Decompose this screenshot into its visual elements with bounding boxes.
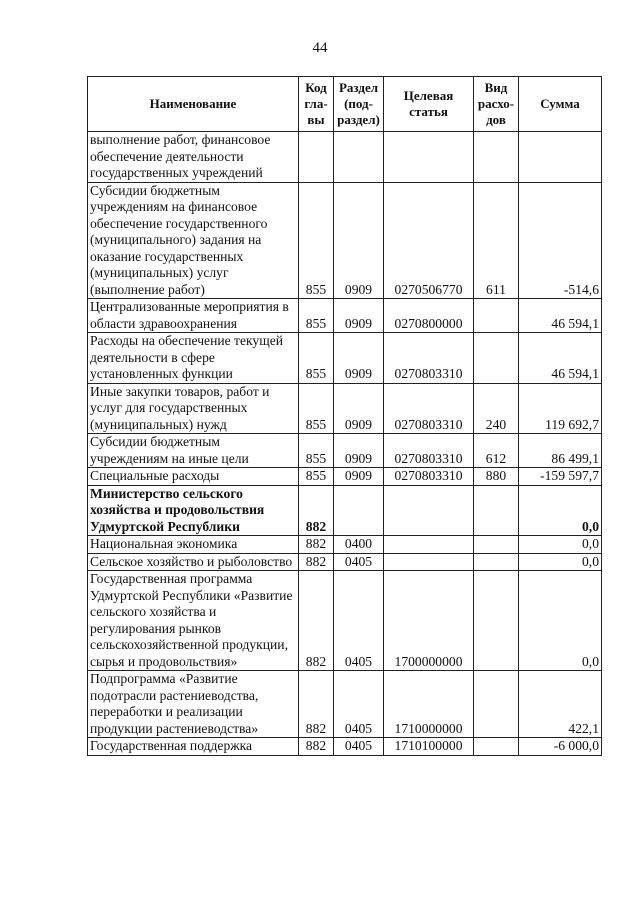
cell-type [474,553,519,571]
cell-code: 855 [299,434,334,468]
cell-code: 855 [299,383,334,434]
cell-target: 1710000000 [384,671,474,738]
cell-target: 0270803310 [384,333,474,384]
cell-type [474,299,519,333]
header-target: Целевая статья [384,77,474,132]
cell-section: 0400 [334,536,384,554]
cell-name: Национальная экономика [88,536,299,554]
cell-section: 0405 [334,553,384,571]
cell-sum: 0,0 [519,571,602,671]
cell-sum [519,132,602,183]
cell-name: Сельское хозяйство и рыболовство [88,553,299,571]
cell-sum: 0,0 [519,536,602,554]
cell-sum: -159 597,7 [519,468,602,486]
page-number: 44 [312,40,328,56]
header-sum: Сумма [519,77,602,132]
table-body [88,132,602,756]
cell-name: Субсидии бюджетным учреждениям на иные цели [88,434,299,468]
header-name: Наименование [88,77,299,132]
cell-target: 0270803310 [384,434,474,468]
cell-code: 882 [299,485,334,536]
cell-type [474,571,519,671]
cell-name: выполнение работ, финансовое обеспечение деятельности государственных учреждений [88,132,299,183]
cell-sum: 86 499,1 [519,434,602,468]
cell-target: 0270800000 [384,299,474,333]
table-row [88,671,602,738]
cell-sum: 46 594,1 [519,333,602,384]
cell-type: 611 [474,182,519,299]
cell-sum: 0,0 [519,553,602,571]
table-row [88,738,602,756]
cell-code: 855 [299,468,334,486]
header-code: Код гла-вы [299,77,334,132]
cell-section [334,132,384,183]
table-row [88,299,602,333]
cell-target [384,132,474,183]
cell-target [384,553,474,571]
cell-type [474,132,519,183]
cell-section: 0909 [334,468,384,486]
cell-target [384,536,474,554]
table-row [88,571,602,671]
table-row [88,553,602,571]
cell-name: Подпрограмма «Развитие подотрасли растениеводства, переработки и реализации продукции растениеводства» [88,671,299,738]
cell-section: 0909 [334,299,384,333]
cell-name: Государственная программа Удмуртской Республики «Развитие сельского хозяйства и регулирования рынков сельскохозяйственной продукции, сырья и продовольствия» [88,571,299,671]
cell-type [474,485,519,536]
cell-sum: 46 594,1 [519,299,602,333]
header-section: Раздел (под-раздел) [334,77,384,132]
cell-name: Специальные расходы [88,468,299,486]
cell-code: 855 [299,182,334,299]
cell-section: 0909 [334,383,384,434]
table-row [88,383,602,434]
cell-code: 882 [299,738,334,756]
table-row [88,536,602,554]
cell-sum: 119 692,7 [519,383,602,434]
table-row [88,434,602,468]
cell-name: Субсидии бюджетным учреждениям на финансовое обеспечение государственного (муниципального) задания на оказание государственных (муниципальных) услуг (выполнение работ) [88,182,299,299]
table-row [88,468,602,486]
table-row [88,333,602,384]
cell-target: 0270803310 [384,468,474,486]
cell-code: 882 [299,536,334,554]
cell-section: 0405 [334,738,384,756]
header-type: Вид расхо-дов [474,77,519,132]
cell-code: 855 [299,299,334,333]
cell-type [474,671,519,738]
table-row [88,485,602,536]
cell-target: 1700000000 [384,571,474,671]
cell-section: 0909 [334,182,384,299]
cell-type [474,536,519,554]
cell-code: 855 [299,333,334,384]
table-header-row [88,77,602,132]
cell-target [384,485,474,536]
cell-sum: -6 000,0 [519,738,602,756]
cell-type: 240 [474,383,519,434]
cell-code: 882 [299,671,334,738]
cell-target: 0270803310 [384,383,474,434]
cell-section [334,485,384,536]
cell-type: 612 [474,434,519,468]
cell-name: Государственная поддержка [88,738,299,756]
cell-code: 882 [299,553,334,571]
cell-target: 0270506770 [384,182,474,299]
cell-name: Иные закупки товаров, работ и услуг для государственных (муниципальных) нужд [88,383,299,434]
cell-code: 882 [299,571,334,671]
cell-name: Расходы на обеспечение текущей деятельности в сфере установленных функции [88,333,299,384]
table-row [88,132,602,183]
cell-type [474,333,519,384]
cell-name: Министерство сельского хозяйства и продовольствия Удмуртской Республики [88,485,299,536]
cell-section: 0909 [334,434,384,468]
cell-type: 880 [474,468,519,486]
cell-sum: 0,0 [519,485,602,536]
cell-sum: -514,6 [519,182,602,299]
cell-target: 1710100000 [384,738,474,756]
cell-section: 0405 [334,571,384,671]
cell-section: 0909 [334,333,384,384]
cell-section: 0405 [334,671,384,738]
cell-type [474,738,519,756]
table-row [88,182,602,299]
cell-name: Централизованные мероприятия в области здравоохранения [88,299,299,333]
cell-code [299,132,334,183]
cell-sum: 422,1 [519,671,602,738]
budget-table [87,76,602,756]
